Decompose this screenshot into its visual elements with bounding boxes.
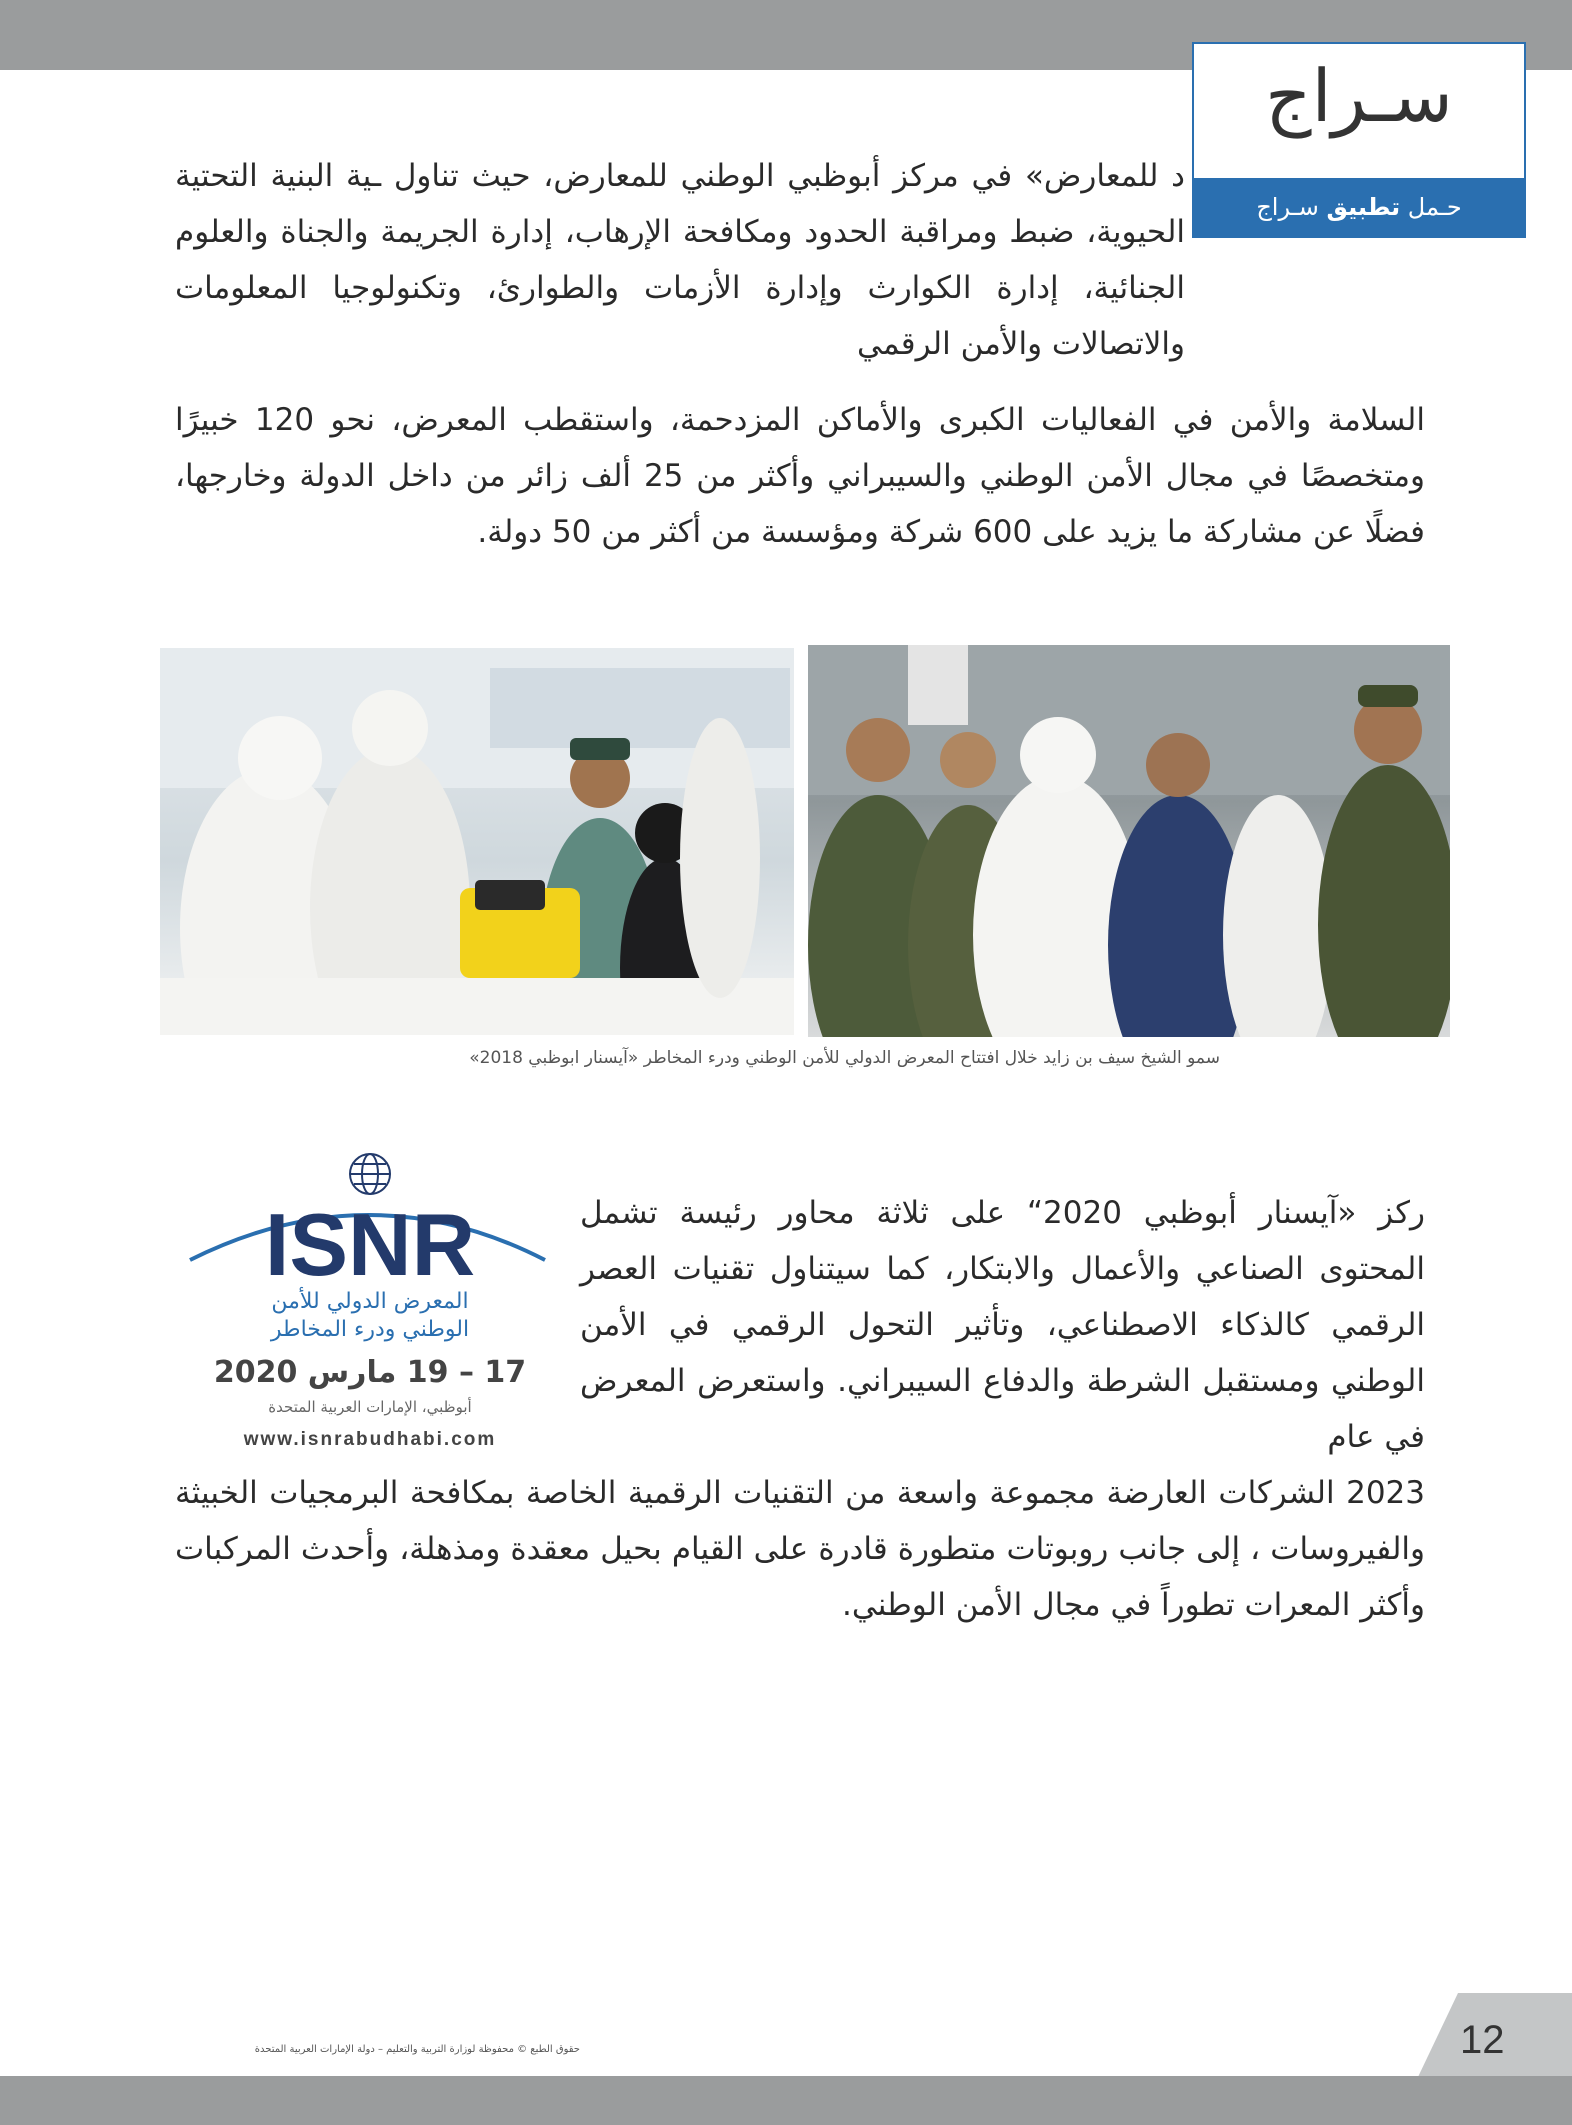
isnr-url: www.isnrabudhabi.com bbox=[243, 1429, 497, 1450]
strip-bold: تطبيق bbox=[1326, 193, 1401, 221]
isnr-acronym: ISNR bbox=[264, 1195, 476, 1294]
isnr-arabic-line-1: المعرض الدولي للأمن bbox=[271, 1289, 469, 1314]
siraj-wordmark: سـراج bbox=[1265, 54, 1453, 138]
photo-caption: سمو الشيخ سيف بن زايد خلال افتتاح المعرض الدولي للأمن الوطني ودرء المخاطر «آيسنار ابوظبي 2018» bbox=[469, 1048, 1220, 1068]
siraj-app-strip bbox=[1194, 178, 1524, 236]
bottom-bar bbox=[0, 2076, 1572, 2125]
article-paragraph-1: د للمعارض» في مركز أبوظبي الوطني للمعارض، حيث تناول ـية البنية التحتية الحيوية، ضبط ومراقبة الحدود ومكافحة الإرهاب، إدارة الجريمة والجناة والعلوم الجنائية، إدارة الكوارث وإدارة الأزمات والطوارئ، وتكنولوجيا المعلومات والاتصالات والأمن الرقمي bbox=[175, 158, 1185, 362]
strip-prefix: حـمل bbox=[1407, 193, 1462, 221]
strip-suffix: سـراج bbox=[1256, 193, 1319, 221]
page-number: 12 bbox=[1460, 2018, 1505, 2062]
photo-exhibition-booth bbox=[160, 648, 794, 1035]
photo-officials-tour bbox=[808, 645, 1450, 1037]
article-paragraph-2: السلامة والأمن في الفعاليات الكبرى والأماكن المزدحمة، واستقطب المعرض، نحو 120 خبيرًا ومتخصصًا في مجال الأمن الوطني والسيبراني وأكثر من 25 ألف زائر من داخل الدولة وخارجها، فضلًا عن مشاركة ما يزيد على 600 شركة ومؤسسة من أكثر من 50 دولة. bbox=[175, 402, 1425, 550]
isnr-arabic-line-2: الوطني ودرء المخاطر bbox=[270, 1317, 470, 1342]
article-paragraph-3: ركز «آيسنار أبوظبي 2020“ على ثلاثة محاور رئيسة تشمل المحتوى الصناعي والأعمال والابتكار، كما سيتناول تقنيات العصر الرقمي كالذكاء الاصطناعي، وتأثير التحول الرقمي في الأمن الوطني ومستقبل الشرطة والدفاع السيبراني. واستعرض المعرض في عام bbox=[580, 1195, 1425, 1455]
copyright-footer: حقوق الطبع © محفوظة لوزارة التربية والتعليم – دولة الإمارات العربية المتحدة bbox=[254, 2044, 580, 2055]
isnr-dates: 17 – 19 مارس 2020 bbox=[213, 1355, 527, 1390]
siraj-logo bbox=[1192, 42, 1526, 238]
isnr-logo bbox=[170, 1150, 565, 1470]
article-paragraph-4: 2023 الشركات العارضة مجموعة واسعة من التقنيات الرقمية الخاصة بمكافحة البرمجيات الخبيثة والفيروسات ، إلى جانب روبوتات متطورة قادرة على القيام بحيل معقدة ومذهلة، وأحدث المركبات وأكثر المعرات تطوراً في مجال الأمن الوطني. bbox=[175, 1475, 1425, 1623]
isnr-location: أبوظبي، الإمارات العربية المتحدة bbox=[268, 1398, 472, 1416]
